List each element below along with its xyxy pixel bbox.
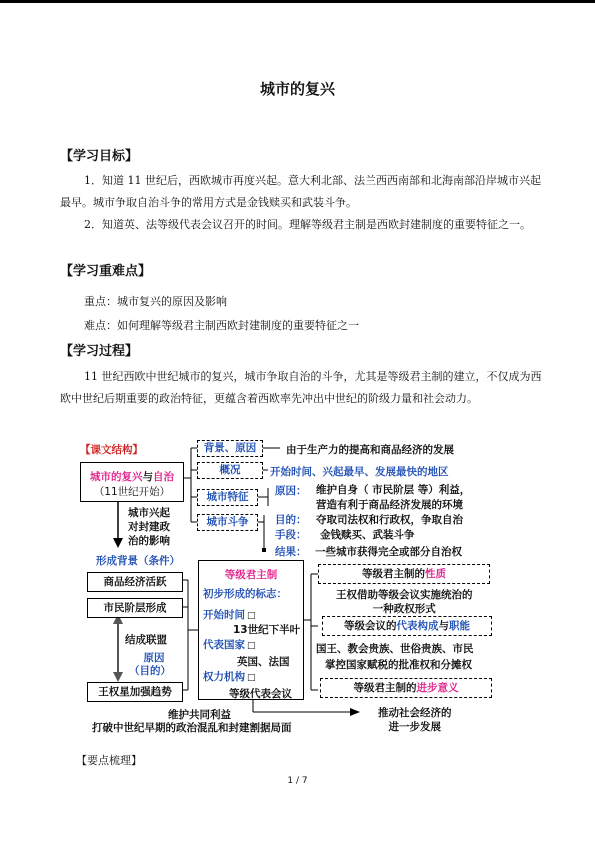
power-label: 权力机构 — [203, 671, 245, 683]
background-label: 形成背景（条件） — [96, 555, 180, 567]
result-text: 一些城市获得完全或部分自治权 — [315, 546, 462, 558]
main-title-box — [80, 462, 184, 502]
cause-text-1: 维护自身（ 市民阶层 等）利益， — [316, 484, 471, 496]
start-label: 开始时间 — [203, 609, 245, 621]
main-title-and: 与 — [142, 471, 153, 483]
goal-1: 1．知道 11 世纪后，西欧城市再度兴起。意大利北部、法兰西西南部和北海南部沿岸城市兴起最早。城市争取自治斗争的常用方式是金钱赎买和武装斗争。 — [60, 174, 541, 209]
progress-a: 等级君主制的 — [353, 682, 417, 694]
bottom-left-1: 维护共同利益 — [168, 709, 231, 721]
alliance-label: 结成联盟 — [125, 634, 167, 646]
means-label: 手段： — [275, 529, 307, 541]
main-title-b: 自治 — [153, 471, 174, 483]
focus-text: 重点：城市复兴的原因及影响 — [84, 295, 227, 308]
composition-c: 职能 — [449, 620, 470, 632]
difficulty-text: 难点：如何理解等级君主制西欧封建制度的重要特征之一 — [84, 319, 359, 332]
result-label: 结果： — [275, 546, 307, 558]
rise-effect-3: 治的影响 — [128, 535, 170, 547]
means-text: 金钱赎买、武装斗争 — [320, 529, 415, 541]
left-box-economy: 商品经济活跃 — [87, 572, 183, 592]
rep-label: 代表国家 — [203, 639, 245, 651]
checkbox-icon: □ — [247, 673, 256, 683]
branch-overview: 概况 — [197, 462, 263, 479]
bottom-right — [378, 706, 452, 734]
composition-box — [322, 616, 492, 636]
reason-1: 原因 — [143, 652, 165, 664]
branch-features: 城市特征 — [197, 489, 258, 506]
progress-b: 进步意义 — [416, 682, 459, 694]
composition-text-1: 国王、教会贵族、世俗贵族、市民 — [316, 643, 474, 655]
main-title-a: 城市的复兴 — [90, 471, 143, 483]
main-subtitle: （11世纪开始） — [93, 486, 171, 498]
checkbox-icon: □ — [247, 611, 256, 621]
branch-background: 背景、原因 — [197, 440, 263, 457]
nature-b: 性质 — [425, 568, 446, 580]
section-process: 【学习过程】 — [60, 344, 139, 359]
reason-label — [129, 652, 171, 678]
bullet-square — [262, 548, 266, 552]
progress-box — [320, 678, 492, 698]
composition-text — [316, 641, 474, 673]
left-box-citizens: 市民阶层形成 — [87, 598, 183, 618]
rep-value: 英国、法国 — [237, 656, 290, 668]
checkbox-icon: □ — [247, 641, 256, 651]
page-number: 1 / 7 — [287, 776, 308, 786]
intro-paragraph: 11 世纪西欧中世纪城市的复兴，城市争取自治的斗争，尤其是等级君主制的建立，不仅成为西欧中世纪后期重要的政治特征，更蕴含着西欧率先冲出中世纪的阶级力量和社会动力。 — [60, 370, 542, 405]
summary-label: 【要点梳理】 — [76, 754, 142, 767]
cause-text-2: 营造有利于商品经济发展的环境 — [316, 499, 463, 511]
nature-text-1: 王权借助等级会议实施统治的 — [336, 589, 473, 601]
goal-label: 目的： — [275, 514, 307, 526]
section-keypoints: 【学习重难点】 — [60, 264, 152, 279]
page-title: 城市的复兴 — [259, 80, 335, 98]
bottom-left-2: 打破中世纪早期的政治混乱和封建割据局面 — [92, 722, 292, 734]
left-box-kingship: 王权星加强趋势 — [87, 682, 183, 702]
rise-effect-2: 对封建政 — [128, 521, 170, 533]
composition-text-2: 掌控国家赋税的批准权和分摊权 — [325, 659, 472, 671]
composition-and: 与 — [438, 620, 449, 632]
branch-struggle: 城市斗争 — [197, 514, 258, 531]
start-value: 13世纪下半叶 — [233, 624, 301, 636]
initial-label: 初步形成的标志： — [203, 588, 287, 600]
goal-text: 夺取司法权和行政权，争取自治 — [316, 514, 463, 526]
background-text: 由于生产力的提高和商品经济的发展 — [286, 444, 454, 456]
nature-box — [318, 564, 490, 584]
bottom-right-2: 进一步发展 — [388, 721, 441, 733]
composition-a: 等级会议的 — [344, 620, 397, 632]
overview-text: 开始时间、兴起最早、发展最快的地区 — [270, 466, 449, 478]
reason-2: （目的） — [129, 665, 171, 677]
nature-text — [336, 588, 473, 616]
diagram-header: 【课文结构】 — [80, 444, 143, 456]
rise-effect-1: 城市兴起 — [128, 507, 170, 519]
goal-2: 2．知道英、法等级代表会议召开的时间。理解等级君主制是西欧封建制度的重要特征之一。 — [84, 218, 531, 231]
cause-label: 原因： — [275, 485, 307, 497]
rise-effect — [128, 506, 170, 548]
power-value: 等级代表会议 — [229, 688, 292, 700]
section-goals: 【学习目标】 — [60, 149, 139, 164]
composition-b: 代表构成 — [396, 620, 439, 632]
cause-text — [316, 483, 470, 513]
estate-title: 等级君主制 — [224, 569, 278, 581]
estate-monarchy-box — [198, 560, 304, 700]
nature-a: 等级君主制的 — [362, 568, 425, 580]
bottom-right-1: 推动社会经济的 — [378, 707, 452, 719]
nature-text-2: 一种政权形式 — [372, 603, 436, 615]
